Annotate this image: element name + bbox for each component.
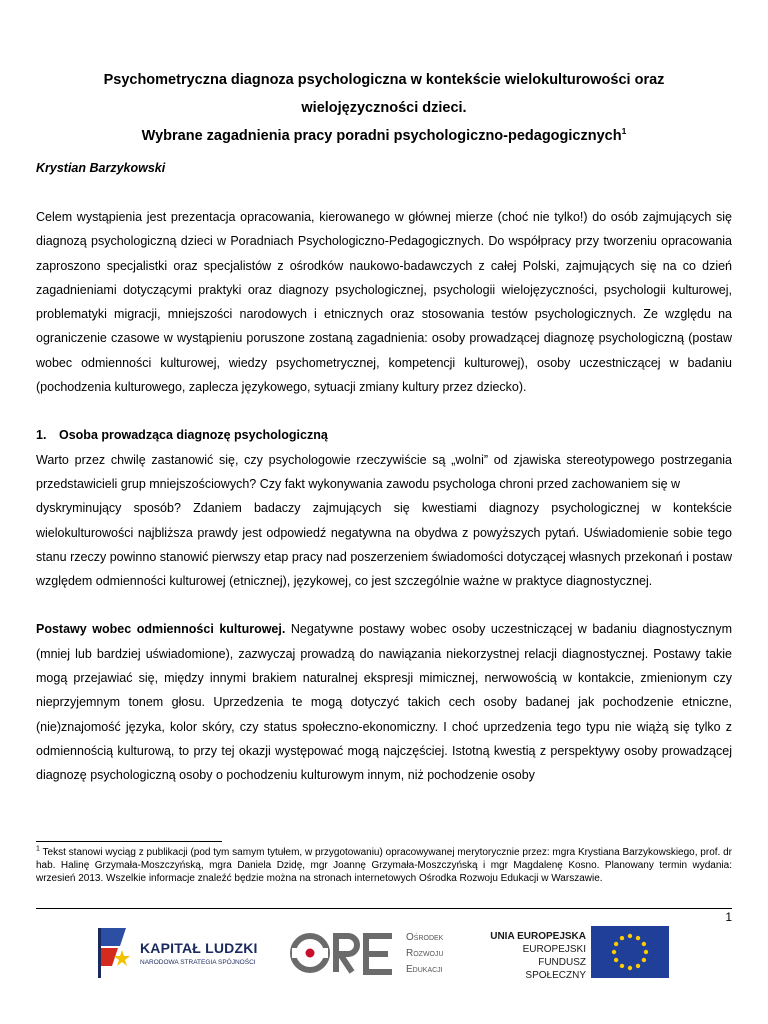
section-paragraph-rest: dyskryminujący sposób? Zdaniem badaczy zajmujących się kwestiami diagnozy psychologicznej w kontekście wielokulturowości najbliższa prawdy jest odpowiedź negatywna na obydwa z powyższych pytań. Uświadomienie sobie tego stanu rzeczy powinno stanowić pierwszy etap pracy nad poszerzeniem świadomości dotyczącej własnych przekonań i postaw względem odmienności kulturowej (etnicznej), językowej, co jest szczególnie ważne w praktyce diagnostycznej. xyxy=(36,501,732,589)
section-heading-text: Osoba prowadząca diagnozę psychologiczną xyxy=(59,428,328,443)
ore-line-3: Edukacji xyxy=(406,964,443,975)
footnote-mark: 1 xyxy=(36,845,40,853)
ore-wordmark xyxy=(406,930,444,978)
document-body xyxy=(36,205,732,788)
ore-logo xyxy=(288,928,468,982)
kapital-ludzki-name: KAPITAŁ LUDZKI xyxy=(140,940,258,956)
paragraph-gap xyxy=(36,593,732,617)
intro-paragraph: Celem wystąpienia jest prezentacja opracowania, kierowanego w głównej mierze (choć nie tylko!) do osób zajmujących się diagnozą psychologiczną dzieci w Poradniach Psychologiczno-Pedagogicznych. Do współpracy przy tworzeniu opracowania zaproszono specjalistki oraz specjalistów z ośrodków naukowo-badawczych z całej Polski, zajmujących się na co dzień zagadnieniami dotyczącymi praktyki oraz diagnozy psychologicznej, psychologii wielojęzyczności, psychologii kulturowej, problematyki migracji, mniejszości narodowych i etnicznych oraz stosowania testów psychologicznych. Ze względu na ograniczenie czasowe w wystąpieniu poruszone zostaną zagadnienia: osoby prowadzącej diagnozę psychologiczną (postaw wobec odmienności kulturowej, wiedzy psychometrycznej, kompetencji kulturowej), osoby uczestniczącej w badaniu (pochodzenia kulturowego, zaplecza językowego, sytuacji zmiany kultury przez dziecko). xyxy=(36,210,732,395)
attitudes-lead: Postawy wobec odmienności kulturowej. xyxy=(36,622,286,637)
document-title xyxy=(36,66,732,150)
title-footnote-mark[interactable]: 1 xyxy=(621,126,627,137)
footnote-text: Tekst stanowi wyciąg z publikacji (pod tym samym tytułem, w przygotowaniu) opracowywanej merytorycznie przez: mgra Krystiana Barzykowskiego, prof. dr hab. Halinę Grzymała-Moszczyńską, mgra Daniela Dzidę, mgr Joannę Grzymała-Moszczyńską i mgr Magdalenę Kosno. Planowany termin wydania: wrzesień 2013. Wszelkie informacje znaleźć będzie można na stronach internetowych Ośrodka Rozwoju Edukacji w Warszawie. xyxy=(36,847,732,884)
eu-line-1: UNIA EUROPEJSKA xyxy=(490,931,586,942)
eu-logo xyxy=(478,926,678,980)
author-name: Krystian Barzykowski xyxy=(36,161,166,175)
section-number: 1. xyxy=(36,428,47,443)
kapital-ludzki-subtitle: NARODOWA STRATEGIA SPÓJNOŚCI xyxy=(140,959,256,966)
title-line-3 xyxy=(36,122,732,150)
eu-flag-icon xyxy=(591,926,669,978)
eu-line-2: EUROPEJSKI xyxy=(522,944,586,955)
section-paragraph-line1: Warto przez chwilę zastanowić się, czy psychologowie rzeczywiście są „wolni” od zjawiska stereotypowego postrzegania przedstawicieli grup mniejszościowych? Czy fakt wykonywania zawodu psychologa chroni przed zachowaniem się w xyxy=(36,452,732,491)
kapital-ludzki-logo xyxy=(96,926,266,980)
title-line-2: wielojęzyczności dzieci. xyxy=(301,100,467,116)
ore-line-1: Ośrodek xyxy=(406,932,444,943)
ore-line-2: Rozwoju xyxy=(406,948,444,959)
ore-mark-icon xyxy=(288,930,398,976)
page-footer-rule xyxy=(36,908,732,909)
kapital-ludzki-flag-icon xyxy=(96,926,136,980)
title-line-3-text: Wybrane zagadnienia pracy poradni psychologiczno-pedagogicznych xyxy=(141,128,622,144)
footnote xyxy=(36,846,732,885)
eu-line-3: FUNDUSZ SPOŁECZNY xyxy=(525,957,586,981)
section-heading xyxy=(36,423,732,447)
footnote-separator xyxy=(36,841,222,842)
attitudes-paragraph xyxy=(36,617,732,787)
page-number: 1 xyxy=(725,910,732,924)
title-line-1: Psychometryczna diagnoza psychologiczna w kontekście wielokulturowości oraz xyxy=(103,72,665,88)
footer-logos xyxy=(0,922,768,982)
eu-text xyxy=(478,930,586,982)
attitudes-text: Negatywne postawy wobec osoby uczestniczącej w badaniu diagnostycznym (mniej lub bardziej uświadomione), zazwyczaj prowadzą do nawiązania niekorzystnej relacji diagnostycznej. Postawy takie mogą przejawiać się, między innymi brakiem naturalnej ekspresji mimicznej, nerwowością w kontakcie, zmienionym czy nieprzyjemnym tonem głosu. Uprzedzenia te mogą dotyczyć takich cech osoby badanej jak pochodzenie etniczne, (nie)znajomość języka, kolor skóry, czy status społeczno-ekonomiczny. I choć uprzedzenia tego typu nie wiążą się tylko z odmiennością kulturową, to przy tej okazji występować mogą najczęściej. Istotną kwestią z perspektywy osoby prowadzącej diagnozę psychologiczną osoby o pochodzeniu kulturowym innym, niż pochodzenie osoby xyxy=(36,622,732,783)
paragraph-gap xyxy=(36,399,732,423)
